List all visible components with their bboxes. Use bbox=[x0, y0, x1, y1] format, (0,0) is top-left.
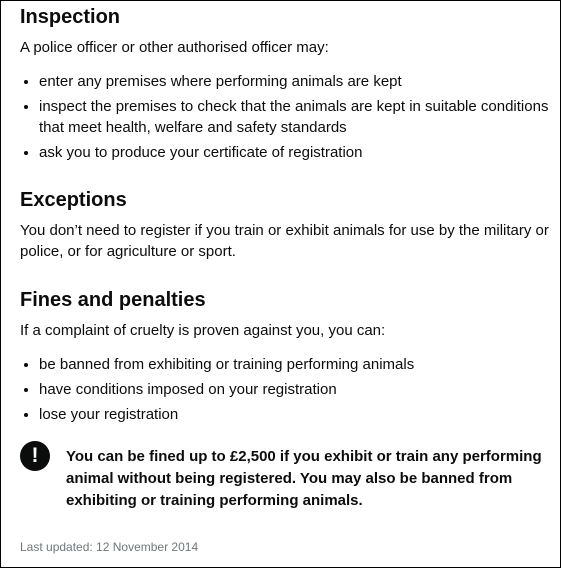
inspection-list bbox=[20, 71, 550, 167]
list-item: lose your registration bbox=[20, 404, 550, 425]
warning-icon: ! bbox=[20, 441, 50, 471]
list-item: inspect the premises to check that the animals are kept in suitable conditions that meet health, welfare and safety standards bbox=[20, 96, 550, 138]
last-updated: Last updated: 12 November 2014 bbox=[20, 540, 199, 554]
list-item: enter any premises where performing animals are kept bbox=[20, 71, 550, 92]
list-item: ask you to produce your certificate of registration bbox=[20, 142, 550, 163]
inspection-intro: A police officer or other authorised officer may: bbox=[20, 39, 329, 56]
exceptions-text: You don’t need to register if you train or exhibit animals for use by the military or police, or for agriculture or sport. bbox=[20, 222, 549, 260]
list-item: be banned from exhibiting or training performing animals bbox=[20, 354, 550, 375]
fines-intro: If a complaint of cruelty is proven against you, you can: bbox=[20, 322, 386, 339]
warning-text: You can be fined up to £2,500 if you exhibit or train any performing animal without being registered. You may also be banned from exhibiting or training performing animals. bbox=[66, 448, 542, 509]
list-item: have conditions imposed on your registration bbox=[20, 379, 550, 400]
inspection-heading: Inspection bbox=[20, 6, 121, 28]
fines-list bbox=[20, 354, 550, 429]
fines-heading: Fines and penalties bbox=[20, 289, 206, 311]
exceptions-heading: Exceptions bbox=[20, 189, 127, 211]
